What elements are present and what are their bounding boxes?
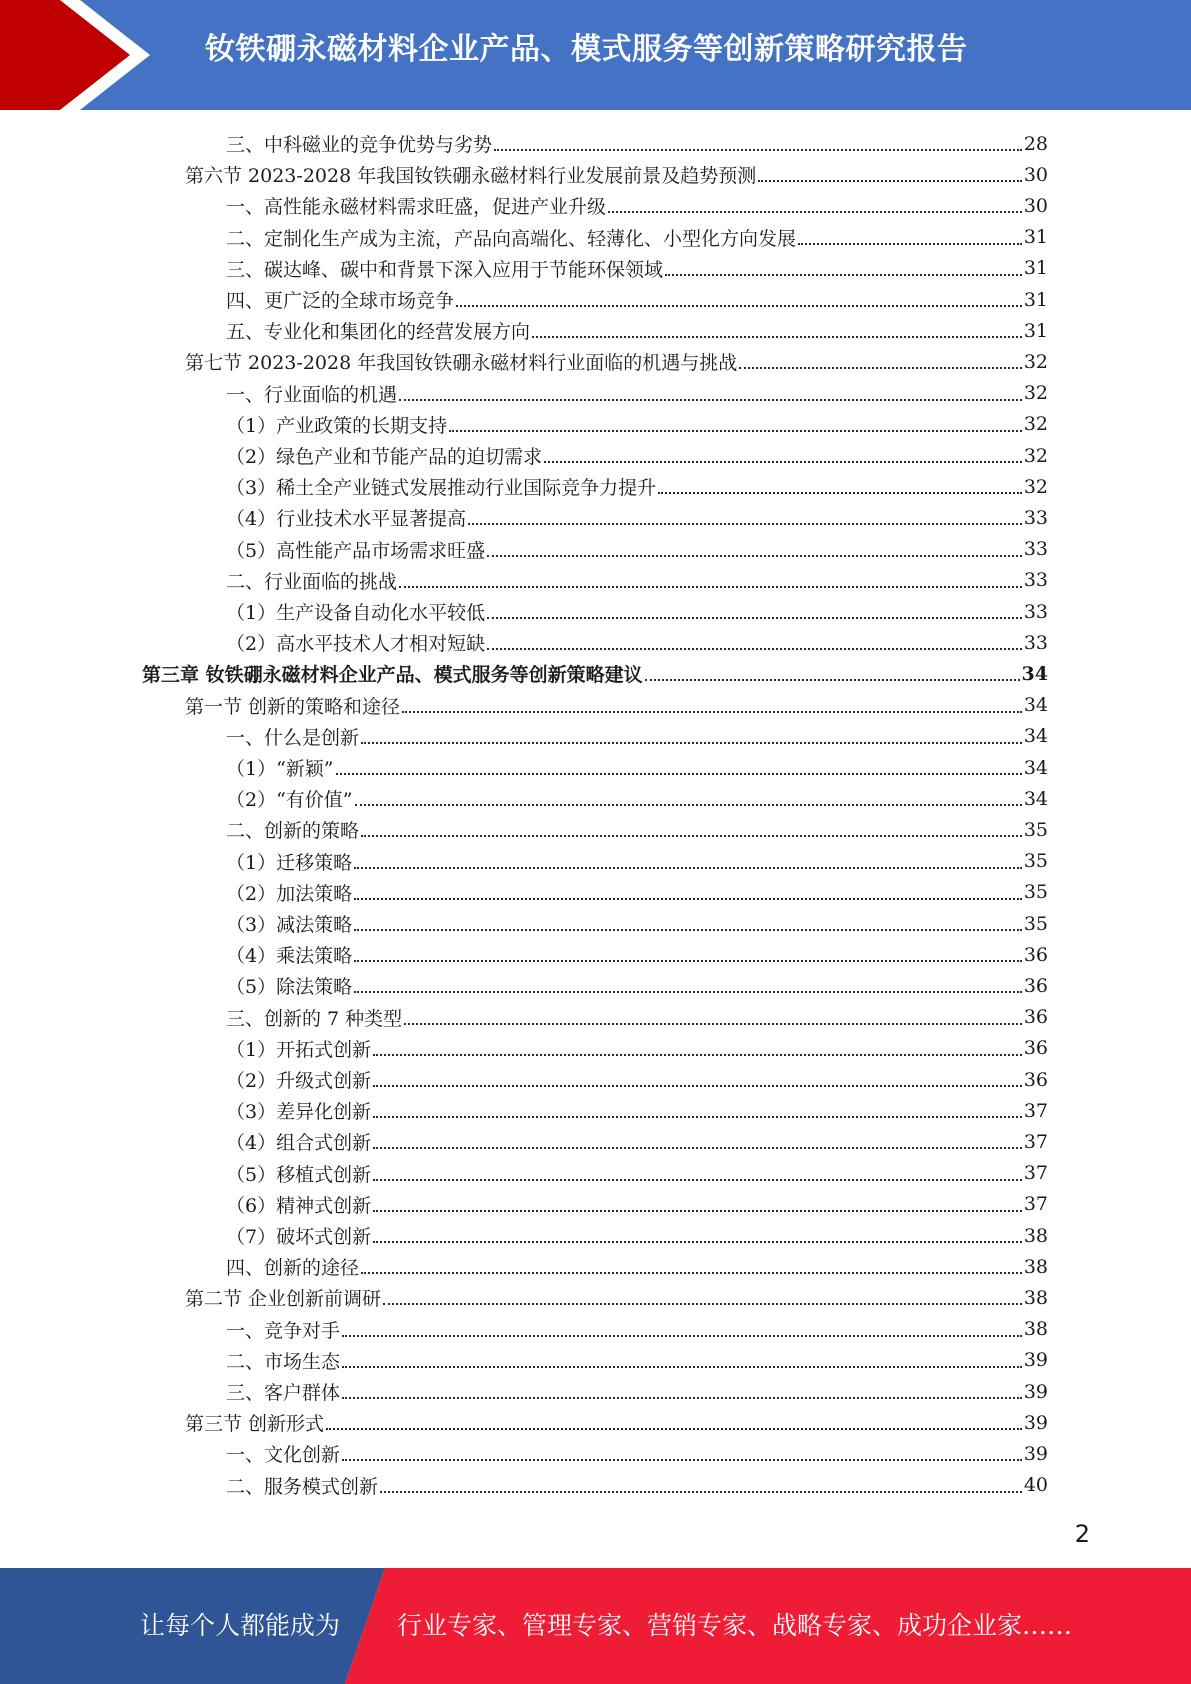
- toc-dot-leader: [373, 1209, 1022, 1212]
- toc-entry-label: （1）开拓式创新: [226, 1038, 372, 1061]
- toc-entry[interactable]: [226, 1376, 1048, 1407]
- toc-dot-leader: [402, 710, 1022, 713]
- toc-entry-page: 38: [1023, 1318, 1048, 1341]
- toc-entry[interactable]: [226, 846, 1048, 877]
- toc-entry-page: 32: [1023, 444, 1048, 467]
- toc-dot-leader: [342, 1458, 1022, 1461]
- header-banner: [0, 0, 1191, 110]
- toc-entry-page: 38: [1023, 1255, 1048, 1278]
- toc-entry[interactable]: [185, 1407, 1048, 1438]
- toc-entry-label: （6）精神式创新: [226, 1194, 372, 1217]
- toc-entry-page: 35: [1023, 818, 1048, 841]
- toc-entry[interactable]: [226, 814, 1048, 845]
- toc-entry-page: 31: [1023, 257, 1048, 280]
- toc-entry-label: 第七节 2023-2028 年我国钕铁硼永磁材料行业面临的机遇与挑战: [185, 352, 738, 375]
- toc-dot-leader: [354, 959, 1022, 962]
- toc-entry-page: 40: [1023, 1474, 1048, 1497]
- toc-dot-leader: [342, 1334, 1022, 1337]
- toc-entry-label: 三、碳达峰、碳中和背景下深入应用于节能环保领域: [226, 258, 664, 281]
- toc-entry-label: 第一节 创新的策略和途径: [185, 695, 401, 718]
- toc-entry-label: 一、高性能永磁材料需求旺盛，促进产业升级: [226, 196, 607, 219]
- toc-dot-leader: [354, 866, 1022, 869]
- toc-entry[interactable]: [226, 783, 1048, 814]
- toc-entry-page: 37: [1023, 1130, 1048, 1153]
- toc-entry-page: 37: [1023, 1099, 1048, 1122]
- toc-entry-page: 36: [1023, 974, 1048, 997]
- toc-dot-leader: [342, 1396, 1022, 1399]
- toc-dot-leader: [404, 1022, 1022, 1025]
- toc-entry[interactable]: [226, 409, 1048, 440]
- toc-entry-label: （3）稀土全产业链式发展推动行业国际竞争力提升: [226, 477, 657, 500]
- toc-dot-leader: [449, 429, 1022, 432]
- toc-entry-page: 33: [1023, 506, 1048, 529]
- toc-entry-label: 三、创新的 7 种类型: [226, 1007, 403, 1030]
- toc-dot-leader: [532, 335, 1022, 338]
- toc-entry-page: 31: [1023, 226, 1048, 249]
- report-title: 钕铁硼永磁材料企业产品、模式服务等创新策略研究报告: [205, 32, 968, 67]
- toc-dot-leader: [399, 398, 1022, 401]
- toc-entry[interactable]: [226, 222, 1048, 253]
- toc-entry-label: （2）升级式创新: [226, 1070, 372, 1092]
- toc-entry[interactable]: [226, 596, 1048, 627]
- toc-dot-leader: [487, 616, 1022, 619]
- toc-entry-label: 四、更广泛的全球市场竞争: [226, 290, 455, 312]
- toc-entry-page: 31: [1023, 288, 1048, 311]
- toc-dot-leader: [456, 304, 1022, 307]
- toc-entry-label: （1）迁移策略: [226, 851, 353, 874]
- toc-entry[interactable]: [226, 1095, 1048, 1126]
- toc-dot-leader: [354, 990, 1022, 993]
- toc-entry-label: （5）除法策略: [226, 976, 353, 999]
- toc-entry[interactable]: [226, 128, 1048, 159]
- toc-entry[interactable]: [226, 1314, 1048, 1345]
- toc-entry[interactable]: [226, 877, 1048, 908]
- toc-entry-label: （5）移植式创新: [226, 1163, 372, 1186]
- toc-dot-leader: [373, 1146, 1022, 1149]
- toc-entry[interactable]: [226, 315, 1048, 346]
- toc-entry-label: 第二节 企业创新前调研: [185, 1288, 382, 1311]
- toc-dot-leader: [468, 522, 1022, 525]
- toc-entry-label: （4）乘法策略: [226, 945, 353, 968]
- toc-dot-leader: [373, 1240, 1022, 1243]
- toc-entry-label: 一、竞争对手: [226, 1319, 341, 1342]
- toc-entry-page: 28: [1023, 132, 1048, 155]
- toc-entry-page: 34: [1023, 787, 1048, 810]
- toc-entry-page: 39: [1023, 1411, 1048, 1434]
- toc-dot-leader: [373, 1084, 1022, 1087]
- toc-dot-leader: [361, 1271, 1022, 1274]
- toc-entry[interactable]: [226, 502, 1048, 533]
- toc-dot-leader: [373, 1115, 1022, 1118]
- toc-entry-page: 37: [1023, 1162, 1048, 1185]
- toc-entry-page: 30: [1023, 163, 1048, 186]
- toc-entry-label: （2）“有价值”: [226, 789, 353, 812]
- toc-entry-page: 35: [1023, 912, 1048, 935]
- toc-entry[interactable]: [226, 534, 1048, 565]
- toc-entry[interactable]: [185, 159, 1048, 190]
- toc-entry-page: 36: [1023, 1006, 1048, 1029]
- toc-entry-page: 36: [1023, 943, 1048, 966]
- toc-entry[interactable]: [185, 690, 1048, 721]
- toc-entry-page: 34: [1023, 694, 1048, 717]
- toc-entry[interactable]: [226, 253, 1048, 284]
- toc-entry-page: 33: [1023, 600, 1048, 623]
- toc-entry-page: 31: [1023, 319, 1048, 342]
- toc-dot-leader: [373, 1178, 1022, 1181]
- toc-entry[interactable]: [226, 1251, 1048, 1282]
- toc-entry-page: 35: [1023, 881, 1048, 904]
- toc-entry-label: 三、中科磁业的竞争优势与劣势: [226, 134, 493, 156]
- toc-entry[interactable]: [226, 378, 1048, 409]
- toc-dot-leader: [380, 1490, 1022, 1493]
- toc-entry-label: 二、服务模式创新: [226, 1475, 379, 1498]
- toc-dot-leader: [739, 366, 1022, 369]
- toc-entry-label: （1）产业政策的长期支持: [226, 414, 448, 437]
- toc-entry[interactable]: [226, 190, 1048, 221]
- toc-entry[interactable]: [226, 1438, 1048, 1469]
- toc-entry-label: （4）组合式创新: [226, 1132, 372, 1155]
- toc-entry-label: 一、文化创新: [226, 1444, 341, 1467]
- toc-entry-page: 36: [1023, 1037, 1048, 1060]
- toc-entry-page: 33: [1023, 569, 1048, 592]
- toc-entry-page: 35: [1023, 850, 1048, 873]
- toc-entry-label: （2）加法策略: [226, 882, 353, 905]
- toc-dot-leader: [354, 928, 1022, 931]
- toc-entry-label: （7）破坏式创新: [226, 1226, 372, 1248]
- toc-entry[interactable]: [226, 1189, 1048, 1220]
- toc-entry[interactable]: [226, 1470, 1048, 1501]
- toc-entry[interactable]: [226, 970, 1048, 1001]
- toc-dot-leader: [355, 803, 1022, 806]
- footer-slogan-left: 让每个人都能成为: [140, 1611, 341, 1640]
- toc-entry-page: 38: [1023, 1224, 1048, 1247]
- toc-entry[interactable]: [226, 1033, 1048, 1064]
- toc-entry-page: 34: [1023, 756, 1048, 779]
- toc-dot-leader: [336, 772, 1022, 775]
- toc-dot-leader: [361, 741, 1022, 744]
- toc-dot-leader: [645, 678, 1020, 681]
- toc-dot-leader: [373, 1053, 1022, 1056]
- toc-dot-leader: [383, 1302, 1022, 1305]
- toc-entry-page: 32: [1023, 475, 1048, 498]
- toc-entry-label: （3）差异化创新: [226, 1101, 372, 1124]
- page-number: 2: [1074, 1520, 1090, 1548]
- toc-dot-leader: [361, 834, 1022, 837]
- toc-entry-label: （1）生产设备自动化水平较低: [226, 602, 486, 624]
- toc-entry[interactable]: [226, 1064, 1048, 1095]
- toc-entry-page: 32: [1023, 413, 1048, 436]
- toc-entry-page: 37: [1023, 1193, 1048, 1216]
- toc-entry[interactable]: [185, 346, 1048, 377]
- toc-entry-page: 33: [1023, 538, 1048, 561]
- toc-entry-label: 第六节 2023-2028 年我国钕铁硼永磁材料行业发展前景及趋势预测: [185, 165, 757, 188]
- toc-entry[interactable]: [226, 1345, 1048, 1376]
- footer-banner: [0, 1568, 1191, 1684]
- toc-dot-leader: [342, 1365, 1022, 1368]
- toc-entry-label: （1）“新颖”: [226, 758, 334, 780]
- toc-entry-label: 二、行业面临的挑战: [226, 570, 398, 593]
- toc-dot-leader: [487, 554, 1022, 557]
- toc-dot-leader: [798, 242, 1022, 245]
- toc-entry-label: 三、客户群体: [226, 1382, 341, 1404]
- toc-entry-label: 二、创新的策略: [226, 820, 360, 843]
- toc-entry[interactable]: [226, 908, 1048, 939]
- toc-entry-label: （2）绿色产业和节能产品的迫切需求: [226, 446, 543, 468]
- toc-entry-page: 34: [1023, 725, 1048, 748]
- toc-entry[interactable]: [226, 1002, 1048, 1033]
- toc-entry-label: （2）高水平技术人才相对短缺: [226, 633, 486, 656]
- toc-entry-label: （4）行业技术水平显著提高: [226, 508, 467, 531]
- toc-dot-leader: [758, 179, 1022, 182]
- toc-entry-page: 30: [1023, 194, 1048, 217]
- toc-entry-label: 五、专业化和集团化的经营发展方向: [226, 321, 531, 344]
- toc-entry-label: 四、创新的途径: [226, 1257, 360, 1280]
- toc-entry-page: 34: [1021, 662, 1048, 685]
- toc-entry[interactable]: [185, 1282, 1048, 1313]
- toc-entry-page: 39: [1023, 1442, 1048, 1465]
- toc-entry-label: 一、什么是创新: [226, 726, 360, 749]
- footer-slogan-right: 行业专家、管理专家、营销专家、战略专家、成功企业家……: [397, 1611, 1073, 1640]
- toc-entry[interactable]: [226, 1126, 1048, 1157]
- toc-entry-page: 32: [1023, 350, 1048, 373]
- toc-dot-leader: [487, 647, 1022, 650]
- toc-entry-label: 二、市场生态: [226, 1350, 341, 1373]
- toc-entry[interactable]: [226, 627, 1048, 658]
- toc-entry-page: 36: [1023, 1068, 1048, 1091]
- toc-entry[interactable]: [226, 471, 1048, 502]
- toc-entry-label: （5）高性能产品市场需求旺盛: [226, 539, 486, 562]
- toc-dot-leader: [399, 585, 1022, 588]
- toc-dot-leader: [494, 148, 1022, 151]
- toc-entry-label: 第三节 创新形式: [185, 1413, 325, 1436]
- toc-entry[interactable]: [226, 752, 1048, 783]
- toc-entry[interactable]: [226, 721, 1048, 752]
- toc-dot-leader: [608, 210, 1022, 213]
- toc-entry[interactable]: [226, 284, 1048, 315]
- toc-entry[interactable]: [226, 565, 1048, 596]
- toc-entry[interactable]: [226, 1220, 1048, 1251]
- toc-dot-leader: [544, 460, 1022, 463]
- toc-dot-leader: [326, 1427, 1022, 1430]
- toc-entry-label: 二、定制化生产成为主流，产品向高端化、轻薄化、小型化方向发展: [226, 227, 797, 250]
- toc-entry-label: 一、行业面临的机遇: [226, 383, 398, 406]
- toc-entry-page: 39: [1023, 1380, 1048, 1403]
- toc-entry-label: （3）减法策略: [226, 914, 353, 936]
- toc-entry-page: 33: [1023, 631, 1048, 654]
- toc-entry-page: 39: [1023, 1349, 1048, 1372]
- toc-dot-leader: [354, 897, 1022, 900]
- toc-entry[interactable]: [226, 939, 1048, 970]
- header-arrow-decoration: [0, 0, 160, 110]
- toc-entry[interactable]: [226, 440, 1048, 471]
- toc-dot-leader: [665, 273, 1022, 276]
- toc-dot-leader: [658, 491, 1022, 494]
- toc-entry[interactable]: [226, 1158, 1048, 1189]
- toc-entry[interactable]: [142, 658, 1048, 689]
- toc-entry-page: 32: [1023, 382, 1048, 405]
- toc-entry-label: 第三章 钕铁硼永磁材料企业产品、模式服务等创新策略建议: [142, 664, 643, 687]
- toc-entry-page: 38: [1023, 1286, 1048, 1309]
